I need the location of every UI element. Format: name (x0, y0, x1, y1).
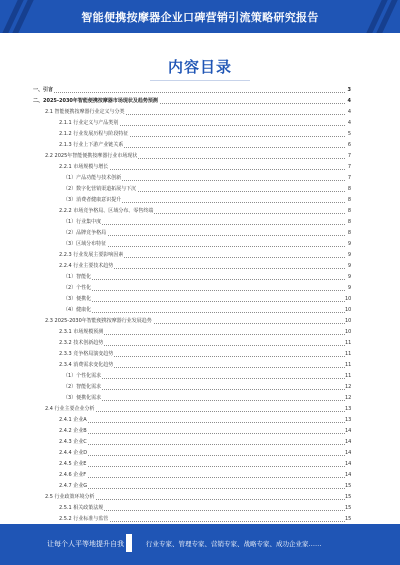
toc-entry-label: （3）消费者健康意识提升 (63, 197, 122, 203)
toc-leader-dots (59, 466, 345, 467)
toc-entry[interactable] (33, 119, 351, 128)
toc-entry-page: 15 (345, 505, 352, 511)
toc-entry-label: 2.1 智能便携按摩器行业定义与分类 (45, 109, 125, 115)
toc-entry[interactable] (33, 284, 351, 293)
toc-entry-page: 7 (345, 163, 351, 172)
toc-entry-label: 2.4.3 企业C (59, 439, 87, 445)
toc-entry[interactable] (33, 471, 351, 480)
toc-entry-label: 2.4.5 企业E (59, 461, 87, 467)
toc-entry[interactable] (33, 328, 351, 337)
toc-entry[interactable] (33, 504, 351, 513)
toc-entry-label: （1）行业集中度 (63, 219, 102, 225)
toc-entry[interactable] (33, 273, 351, 282)
toc-entry-page: 8 (345, 196, 351, 205)
toc-entry[interactable] (33, 372, 351, 381)
toc-entry-page: 7 (345, 174, 351, 183)
toc-entry[interactable] (33, 350, 351, 359)
page-header (0, 0, 400, 33)
toc-entry[interactable] (33, 207, 351, 216)
toc-entry[interactable] (33, 240, 351, 249)
toc-leader-dots (63, 301, 345, 302)
toc-entry-page: 12 (345, 384, 352, 390)
toc-leader-dots (59, 422, 345, 423)
toc-entry-label: 2.5 行业政策环境分析 (45, 494, 95, 500)
toc-entry[interactable] (33, 86, 351, 95)
toc-entry-page: 4 (345, 108, 351, 117)
toc-entry-page: 6 (345, 141, 351, 150)
toc-entry-page: 10 (345, 318, 352, 324)
toc-entry-page: 8 (345, 207, 351, 216)
toc-entry-label: 2.4.7 企业G (59, 483, 88, 489)
toc-entry[interactable] (33, 416, 351, 425)
toc-entry-label: 2.2.4 行业主要技术趋势 (59, 263, 114, 269)
toc-leader-dots (63, 389, 345, 390)
toc-entry-label: （2）品牌竞争格局 (63, 230, 107, 236)
toc-entry-page: 7 (345, 152, 351, 161)
toc-leader-dots (59, 444, 345, 445)
toc-entry[interactable] (33, 394, 351, 403)
toc-entry-page: 8 (345, 218, 351, 227)
toc-entry-page: 11 (345, 362, 352, 368)
toc-entry[interactable] (33, 449, 351, 458)
toc-entry-label: （2）个性化 (63, 285, 92, 291)
toc-entry-label: 2.3.4 消费需求变化趋势 (59, 362, 114, 368)
toc-entry-page: 4 (345, 119, 351, 128)
toc-entry[interactable] (33, 130, 351, 139)
footer-experts-text: 行业专家、管理专家、营销专家、战略专家、成功企业家…… (146, 540, 322, 548)
toc-heading: 内容目录 (167, 58, 232, 76)
toc-entry[interactable] (33, 427, 351, 436)
toc-entry-page: 9 (345, 251, 351, 260)
toc-entry[interactable] (33, 229, 351, 238)
toc-entry-label: （4）健康化 (63, 307, 92, 313)
toc-leader-dots (33, 92, 345, 93)
toc-entry[interactable] (33, 108, 351, 117)
footer-slogan: 让每个人平等地提升自我 (47, 540, 124, 548)
toc-entry[interactable] (33, 482, 351, 491)
toc-entry-page: 15 (345, 494, 352, 500)
toc-entry-label: 2.4.6 企业F (59, 472, 87, 478)
toc-entry-label: 2.2.2 市场竞争格局、区域分布、零售终端 (59, 208, 154, 214)
toc-entry[interactable] (33, 141, 351, 150)
toc-entry[interactable] (33, 163, 351, 172)
toc-entry-page: 10 (345, 307, 352, 313)
toc-entry[interactable] (33, 152, 351, 161)
toc-entry-label: 2.2 2025年智能便携按摩器行业市场现状 (45, 153, 138, 159)
toc-leader-dots (63, 290, 345, 291)
toc-entry-page: 14 (345, 472, 352, 478)
toc-entry-label: 2.3.3 竞争格局演变趋势 (59, 351, 114, 357)
toc-entry[interactable] (33, 262, 351, 271)
toc-entry-label: 2.3.2 技术创新趋势 (59, 340, 104, 346)
toc-entry-label: （2）智能化需求 (63, 384, 102, 390)
toc-entry-label: 二、2025-2030年智能便携按摩器市场现状及趋势预测 (33, 98, 158, 104)
toc-entry-label: 2.1.2 行业发展历程与阶段特征 (59, 131, 129, 137)
toc-leader-dots (59, 433, 345, 434)
toc-entry-page: 11 (345, 351, 352, 357)
toc-entry[interactable] (33, 196, 351, 205)
toc-entry-page: 4 (345, 97, 351, 106)
toc-leader-dots (59, 455, 345, 456)
toc-entry[interactable] (33, 174, 351, 183)
toc-entry-page: 8 (345, 229, 351, 238)
toc-entry[interactable] (33, 295, 351, 304)
toc-entry-page: 9 (345, 240, 351, 249)
toc-entry-page: 5 (345, 130, 351, 139)
report-title: 智能便携按摩器企业口碑营销引流策略研究报告 (81, 11, 319, 24)
toc-entry-label: 2.4.2 企业B (59, 428, 87, 434)
toc-entry-page: 14 (345, 428, 352, 434)
toc-leader-dots (63, 224, 345, 225)
toc-entry[interactable] (33, 383, 351, 392)
toc-entry[interactable] (33, 218, 351, 227)
toc-entry-page: 8 (345, 185, 351, 194)
toc-entry-page: 11 (345, 373, 352, 379)
toc-entry-page: 9 (345, 262, 351, 271)
toc-entry-page: 13 (345, 406, 352, 412)
toc-entry-page: 9 (345, 273, 351, 282)
toc-entry-page: 14 (345, 461, 352, 467)
toc-entry-label: 2.2.3 行业发展主要影响因素 (59, 252, 124, 258)
toc-entry[interactable] (33, 251, 351, 260)
toc-entry[interactable] (33, 515, 351, 524)
toc-entry-label: 2.3.1 市场规模预测 (59, 329, 104, 335)
toc-entry-label: （2）数字化营销渠道拓展与下沉 (63, 186, 137, 192)
toc-entry-page: 14 (345, 439, 352, 445)
toc-leader-dots (63, 378, 345, 379)
toc-entry[interactable] (33, 405, 351, 414)
toc-leader-dots (63, 400, 345, 401)
toc-entry[interactable] (33, 361, 351, 370)
toc-entry[interactable] (33, 185, 351, 194)
toc-leader-dots (63, 279, 345, 280)
toc-entry[interactable] (33, 306, 351, 315)
toc-entry-page: 15 (345, 483, 352, 489)
toc-entry-label: 2.4.4 企业D (59, 450, 88, 456)
toc-entry[interactable] (33, 438, 351, 447)
toc-leader-dots (59, 488, 345, 489)
page-footer (0, 524, 400, 565)
toc-entry-page: 10 (345, 296, 352, 302)
toc-leader-dots (63, 312, 345, 313)
toc-entry[interactable] (33, 317, 351, 326)
toc-entry-label: （3）便携化需求 (63, 395, 102, 401)
toc-entry-label: 一、引言 (33, 87, 54, 93)
toc-entry-page: 13 (345, 417, 352, 423)
toc-entry-label: （3）区域分布特征 (63, 241, 107, 247)
toc-entry-label: 2.4 行业主要企业分析 (45, 406, 95, 412)
toc-entry-label: 2.3 2025-2030年智能便携按摩器行业发展趋势 (45, 318, 152, 324)
toc-entry-label: （1）个性化需求 (63, 373, 102, 379)
toc-entry[interactable] (33, 339, 351, 348)
toc-entry-label: （3）便携化 (63, 296, 92, 302)
toc-entry-label: （1）智能化 (63, 274, 92, 280)
toc-entry-label: 2.1.3 行业上下游产业链关系 (59, 142, 124, 148)
toc-entry[interactable] (33, 460, 351, 469)
toc-entry-label: 2.5.1 相关政策法规 (59, 505, 104, 511)
table-of-contents (33, 86, 351, 530)
toc-entry[interactable] (33, 97, 351, 106)
toc-entry[interactable] (33, 493, 351, 502)
toc-entry-page: 11 (345, 340, 352, 346)
toc-entry-label: 2.2.1 市场规模与增长 (59, 164, 109, 170)
toc-entry-page: 3 (345, 86, 351, 95)
heading-divider (150, 80, 250, 81)
toc-leader-dots (59, 477, 345, 478)
toc-entry-page: 14 (345, 450, 352, 456)
toc-entry-label: 2.5.2 行业标准与监管 (59, 516, 109, 522)
toc-entry-label: 2.1.1 行业定义与产品类别 (59, 120, 119, 126)
footer-divider (126, 534, 132, 552)
toc-entry-page: 10 (345, 329, 352, 335)
toc-entry-page: 9 (345, 284, 351, 293)
toc-entry-page: 15 (345, 516, 352, 522)
toc-entry-label: （1）产品功能与技术创新 (63, 175, 122, 181)
toc-entry-page: 12 (345, 395, 352, 401)
toc-entry-label: 2.4.1 企业A (59, 417, 87, 423)
